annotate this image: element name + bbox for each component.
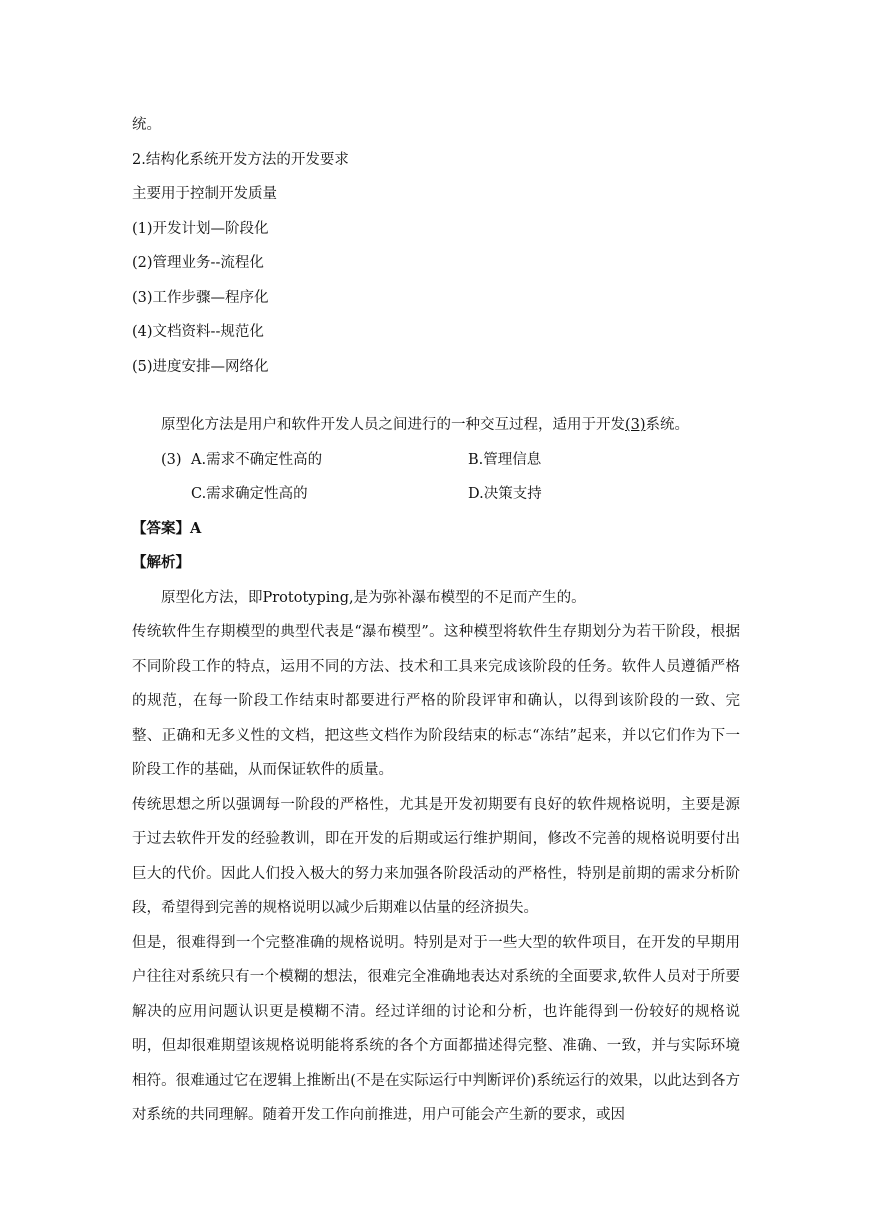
option-c: C.需求确定性高的	[191, 486, 308, 502]
options-row-1	[132, 443, 740, 478]
question-prefix: 原型化方法是用户和软件开发人员之间进行的一种交互过程，适用于开发	[161, 417, 625, 433]
analysis-label: 【解析】	[132, 554, 190, 571]
list-item: (1)开发计划—阶段化	[132, 220, 269, 237]
paragraph-difficulty: 但是，很难得到一个完整准确的规格说明。特别是对于一些大型的软件项目，在开发的早期用户往往对系统只有一个模糊的想法，很难完全准确地表达对系统的全面要求,软件人员对于所要解决的应用问题认识更是模糊不清。经过详细的讨论和分析，也许能得到一份较好的规格说明，但却很难期望该规格说明能将系统的各个方面都描述得完整、准确、一致，并与实际环境相符。很难通过它在逻辑上推断出(不是在实际运行中判断评价)系统运行的效果，以此达到各方对系统的共同理解。随着开发工作向前推进，用户可能会产生新的要求，或因	[132, 934, 740, 1123]
options-row-2	[132, 477, 740, 512]
answer-label: 【答案】A	[132, 519, 202, 537]
question-blank: (3)	[625, 417, 646, 433]
option-a: A.需求不确定性高的	[191, 451, 323, 468]
spacer	[132, 384, 740, 408]
list-item: (5)进度安排—网络化	[132, 358, 269, 375]
question-suffix: 系统。	[645, 417, 690, 433]
text-line: 统。	[132, 117, 161, 133]
list-item: (3)工作步骤—程序化	[132, 289, 269, 306]
option-b: B.管理信息	[468, 451, 542, 468]
question-stem	[132, 408, 740, 443]
section-heading: 2.结构化系统开发方法的开发要求	[132, 151, 349, 168]
list-item: (2)管理业务--流程化	[132, 255, 264, 271]
option-d: D.决策支持	[468, 486, 542, 502]
paragraph-strictness: 传统思想之所以强调每一阶段的严格性，尤其是开发初期要有良好的软件规格说明，主要是源于过去软件开发的经验教训，即在开发的后期或运行维护期间，修改不完善的规格说明要付出巨大的代价。因此人们投入极大的努力来加强各阶段活动的严格性，特别是前期的需求分析阶段，希望得到完善的规格说明以减少后期难以估量的经济损失。	[132, 796, 740, 916]
list-item: (4)文档资料--规范化	[132, 324, 264, 340]
options-number: (3)	[161, 451, 182, 468]
paragraph-waterfall: 传统软件生存期模型的典型代表是“瀑布模型”。这种模型将软件生存期划分为若干阶段，根据不同阶段工作的特点，运用不同的方法、技术和工具来完成该阶段的任务。软件人员遵循严格的规范，在每一阶段工作结束时都要进行严格的阶段评审和确认，以得到该阶段的一致、完整、正确和无多义性的文档，把这些文档作为阶段结束的标志“冻结”起来，并以它们作为下一阶段工作的基础，从而保证软件的质量。	[132, 624, 740, 778]
document-body	[132, 108, 740, 1133]
text-line: 主要用于控制开发质量	[132, 186, 277, 202]
analysis-intro: 原型化方法，即Prototyping,是为弥补瀑布模型的不足而产生的。	[161, 589, 586, 606]
